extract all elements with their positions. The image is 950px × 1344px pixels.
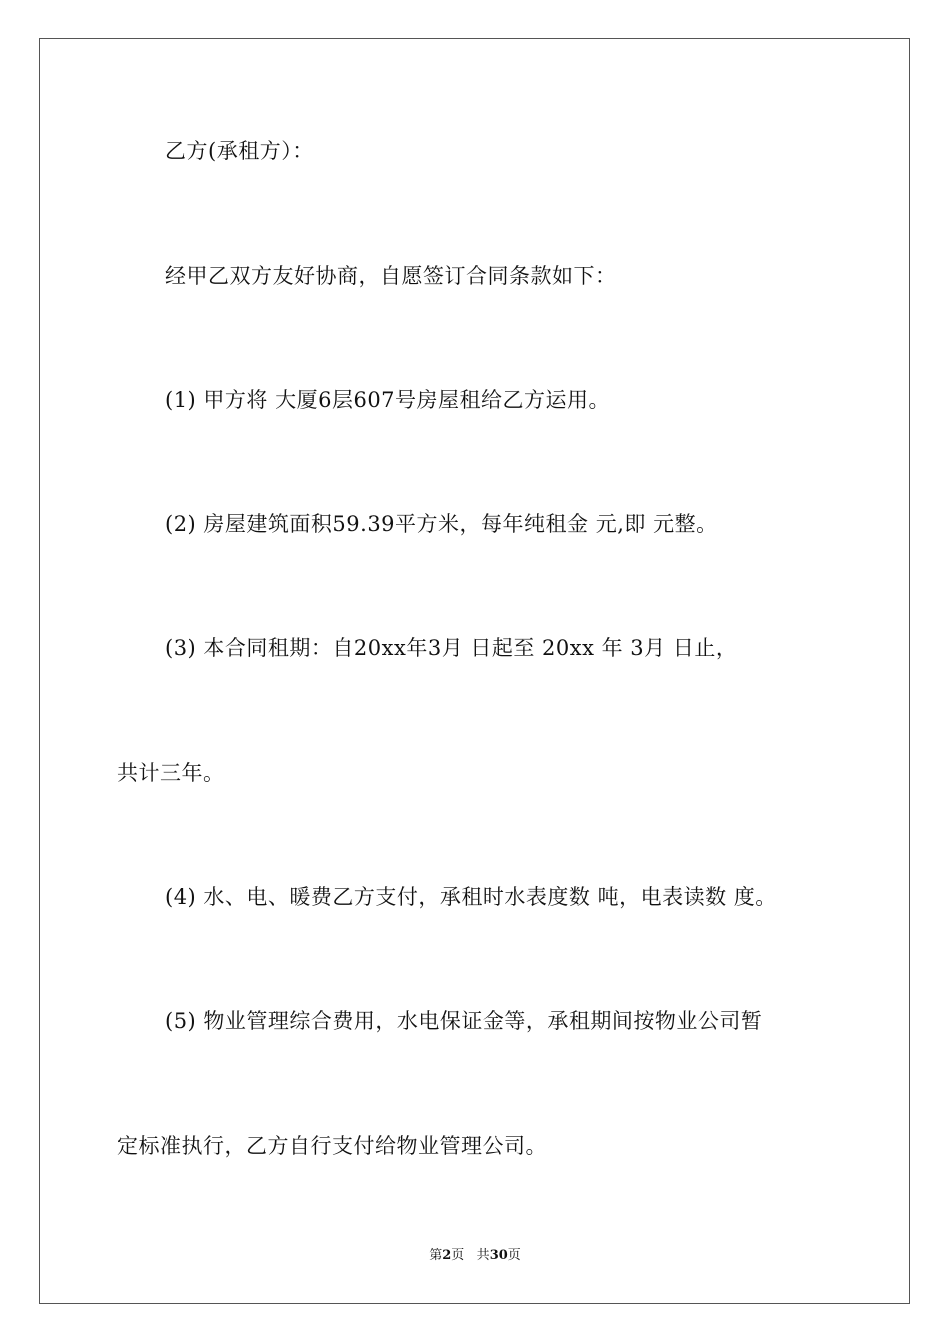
page-prefix: 第 <box>429 1248 443 1263</box>
page-number-footer <box>0 1247 950 1265</box>
page-suffix: 页 <box>451 1248 465 1263</box>
clause-5: (5) 物业管理综合费用，水电保证金等，承租期间按物业公司暂 <box>165 1009 763 1033</box>
total-prefix: 共 <box>476 1248 490 1263</box>
total-suffix: 页 <box>507 1248 521 1263</box>
clause-3-continued: 共计三年。 <box>117 761 225 785</box>
clause-2: (2) 房屋建筑面积59.39平方米，每年纯租金 元,即 元整。 <box>165 512 718 536</box>
page-current: 2 <box>442 1248 452 1263</box>
clause-3: (3) 本合同租期：自20xx年3月 日起至 20xx 年 3月 日止， <box>165 636 738 660</box>
agreement-intro: 经甲乙双方友好协商，自愿签订合同条款如下： <box>165 264 617 288</box>
page-border <box>39 38 910 1304</box>
clause-5-continued: 定标准执行，乙方自行支付给物业管理公司。 <box>117 1134 547 1158</box>
clause-4: (4) 水、电、暖费乙方支付，承租时水表度数 吨，电表读数 度。 <box>165 885 777 909</box>
page-total: 30 <box>489 1248 508 1263</box>
clause-1: (1) 甲方将 大厦6层607号房屋租给乙方运用。 <box>165 388 611 412</box>
party-b-line: 乙方(承租方）： <box>165 139 314 163</box>
